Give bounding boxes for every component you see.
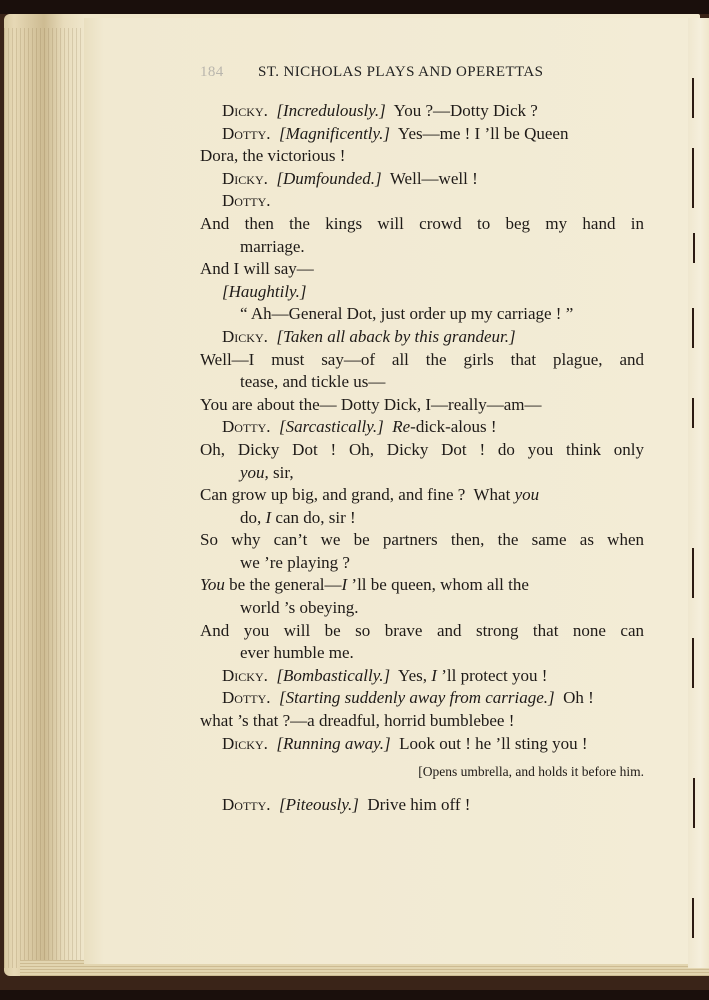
text-line — [200, 574, 644, 597]
text-line — [200, 213, 644, 236]
verse: “ Ah—General Dot, just order up my carriage ! ” — [240, 304, 574, 324]
verse: ’ll be queen, whom all the — [347, 575, 529, 595]
speaker-name: Dicky. — [222, 101, 268, 120]
speaker-name: Dicky. — [222, 168, 268, 188]
text-line — [200, 236, 644, 259]
text-line — [200, 552, 644, 575]
emphasis: Re — [392, 417, 411, 437]
page-edges-left — [4, 28, 86, 968]
text-line — [200, 439, 644, 462]
text-line — [200, 416, 644, 439]
verse: Oh, Dicky Dot ! Oh, Dicky Dot ! do you think only — [200, 439, 644, 459]
text-line — [200, 168, 644, 191]
stage-direction: [Dumfounded.] — [276, 168, 382, 188]
text-line — [200, 371, 644, 394]
text-line — [200, 710, 644, 733]
text-line — [200, 190, 644, 213]
text-line — [200, 665, 644, 688]
text-line — [200, 507, 644, 530]
speaker-name: Dicky. — [222, 733, 268, 753]
emphasis: I — [431, 665, 437, 685]
dialogue: ’ll protect you ! — [436, 665, 548, 685]
verse: be the general— — [224, 575, 342, 595]
stage-direction: [Sarcastically.] — [279, 417, 384, 437]
verse: tease, and tickle us— — [240, 372, 386, 392]
stage-direction: [Starting suddenly away from carriage.] — [279, 688, 555, 708]
page-number: 184 — [200, 64, 224, 80]
dialogue: Oh ! — [563, 688, 594, 708]
verse: So why can’t we be partners then, the same as when — [200, 530, 644, 550]
dialogue: You ?—Dotty Dick ? — [393, 101, 538, 120]
dialogue: Yes—me ! I ’ll be Queen — [397, 123, 569, 143]
text-line — [200, 394, 644, 417]
dialogue: Yes, — [398, 665, 432, 685]
text-line — [200, 733, 644, 756]
dialogue: what ’s that ?—a dreadful, horrid bumblebee ! — [200, 711, 515, 731]
verse: And I will say— — [200, 259, 314, 279]
speaker-name: Dicky. — [222, 665, 268, 685]
speaker-name: Dotty. — [222, 688, 271, 708]
emphasis: you, — [240, 462, 269, 482]
verse: world ’s obeying. — [240, 598, 359, 618]
verse: You are about the— Dotty Dick, I—really—am— — [200, 394, 542, 414]
verse: Can grow up big, and grand, and fine ? What — [200, 485, 515, 505]
running-title: ST. NICHOLAS PLAYS AND OPERETTAS — [258, 64, 544, 80]
play-text — [200, 100, 644, 816]
dialogue: Look out ! he ’ll sting you ! — [399, 733, 588, 753]
stage-note-text: [Opens umbrella, and holds it before him. — [418, 764, 644, 780]
speaker-name: Dotty. — [222, 123, 271, 143]
text-line — [200, 597, 644, 620]
stage-direction: [Magnificently.] — [279, 123, 390, 143]
verse: And then the kings will crowd to beg my hand in — [200, 213, 644, 233]
verse: Well—I must say—of all the girls that plague, and — [200, 349, 644, 369]
dialogue: Well—well ! — [389, 168, 478, 188]
text-line — [200, 303, 644, 326]
text-line — [200, 145, 644, 168]
speaker-name: Dotty. — [222, 794, 271, 814]
text-line — [200, 281, 644, 304]
text-line — [200, 620, 644, 643]
dialogue: Dora, the victorious ! — [200, 146, 346, 166]
stage-direction: [Incredulously.] — [276, 101, 386, 120]
stage-direction: [Taken all aback by this grandeur.] — [276, 326, 516, 346]
emphasis: You — [200, 575, 225, 595]
speaker-name: Dotty. — [222, 417, 271, 437]
text-line — [200, 349, 644, 372]
text-line — [200, 529, 644, 552]
stage-direction: [Haughtily.] — [222, 281, 307, 301]
verse: marriage. — [240, 236, 305, 256]
text-line — [200, 258, 644, 281]
text-line — [200, 462, 644, 485]
dialogue: Drive him off ! — [367, 794, 471, 814]
stage-note — [200, 761, 644, 784]
emphasis: I — [341, 575, 348, 595]
verse: do, — [240, 507, 266, 527]
text-line — [200, 123, 644, 146]
page-edge-right — [688, 18, 709, 968]
emphasis: I — [265, 507, 272, 527]
verse: And you will be so brave and strong that none can — [200, 620, 644, 640]
speaker-name: Dotty. — [222, 191, 271, 211]
stage-direction: [Piteously.] — [279, 794, 359, 814]
stage-direction: [Running away.] — [276, 733, 391, 753]
verse: ever humble me. — [240, 643, 354, 663]
text-line — [200, 484, 644, 507]
text-line — [200, 642, 644, 665]
page-header — [200, 64, 644, 84]
text-line — [200, 100, 644, 123]
verse: we ’re playing ? — [240, 552, 350, 572]
verse: sir, — [268, 462, 294, 482]
speaker-name: Dicky. — [222, 326, 268, 346]
text-line — [200, 794, 644, 817]
dialogue: -dick-alous ! — [410, 417, 497, 437]
text-line — [200, 326, 644, 349]
emphasis: you — [514, 485, 540, 505]
stage-direction: [Bombastically.] — [276, 665, 391, 685]
text-line — [200, 687, 644, 710]
verse: can do, sir ! — [271, 507, 356, 527]
